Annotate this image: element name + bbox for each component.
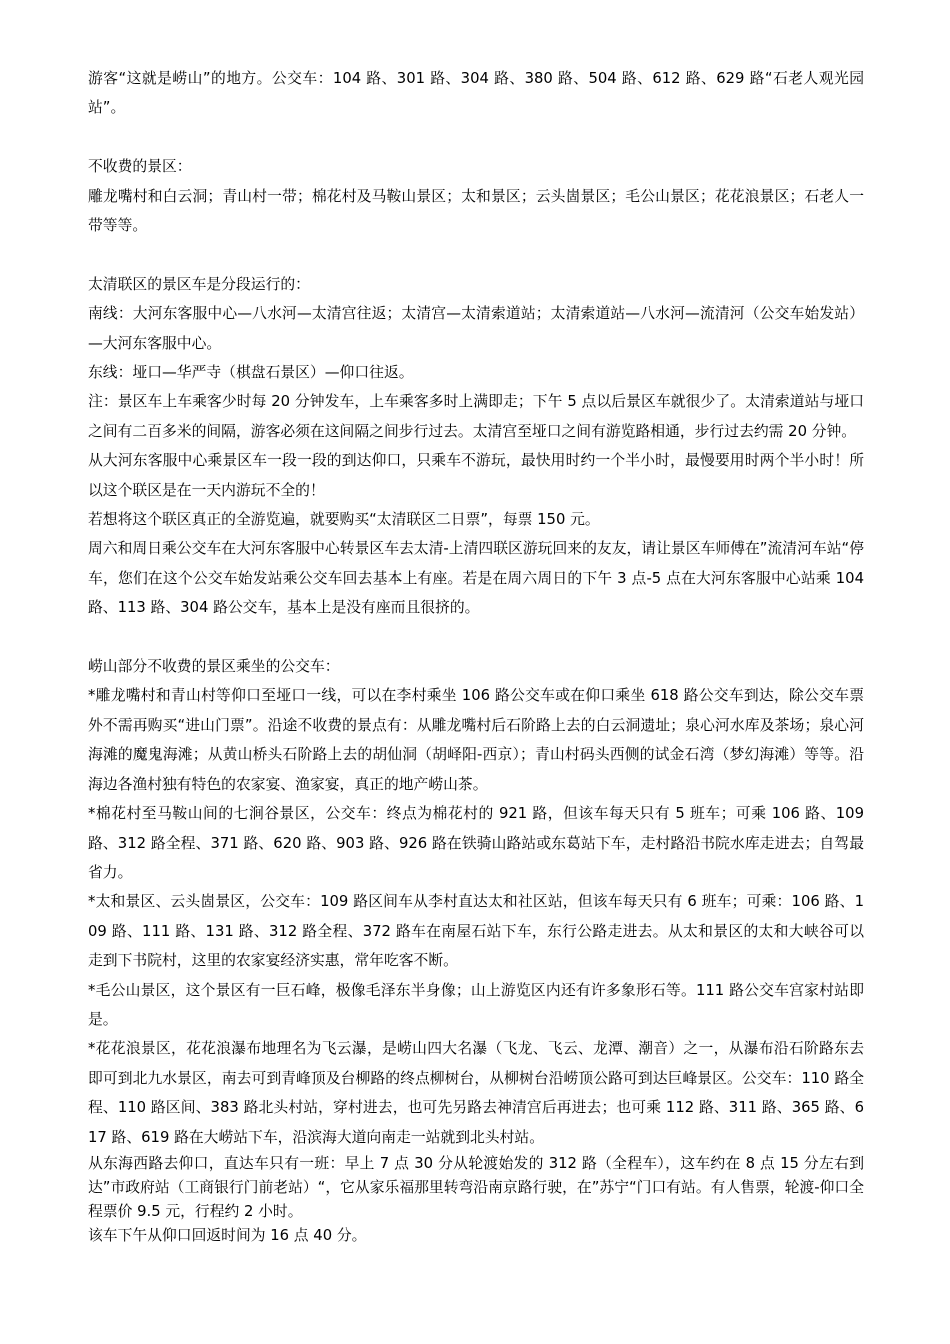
paragraph-taihe: *太和景区、云头崮景区，公交车：109 路区间车从李村直达太和社区站，但该车每天只有 6 班车；可乘：106 路、109 路、111 路、131 路、312 路全程、372 路车在南屋石站下车，东行公路走进去。从太和景区的太和大峡谷可以走到下书院村，这里的农家宴经济实惠，常年吃客不断。 xyxy=(88,893,864,970)
document-page xyxy=(88,64,864,1248)
paragraph-gap xyxy=(88,240,864,269)
paragraph-note: 注：景区车上车乘客少时每 20 分钟发车，上车乘客多时上满即走；下午 5 点以后景区车就很少了。太清索道站与垭口之间有二百多米的间隔，游客必须在这间隔之间步行过去。太清宫至垭口之间有游览路相通，步行过去约需 20 分钟。 xyxy=(88,393,864,440)
paragraph-east-line: 东线：垭口—华严寺（棋盘石景区）—仰口往返。 xyxy=(88,364,414,382)
paragraph-weekend-tip: 周六和周日乘公交车在大河东客服中心转景区车去太清-上清四联区游玩回来的友友，请让景区车师傅在”流清河车站“停车，您们在这个公交车始发站乘公交车回去基本上有座。若是在周六周日的下午 3 点-5 点在大河东客服中心站乘 104 路、113 路、304 路公交车，基本上是没有座而且很挤的。 xyxy=(88,540,864,617)
paragraph-mianhua: *棉花村至马鞍山间的七涧谷景区，公交车：终点为棉花村的 921 路，但该车每天只有 5 班车；可乘 106 路、109 路、312 路全程、371 路、620 路、903 路、926 路在铁骑山路站或东葛站下车，走村路沿书院水库走进去；自驾最省力。 xyxy=(88,805,864,881)
paragraph-scenic-intro: 游客“这就是崂山”的地方。公交车：104 路、301 路、304 路、380 路、504 路、612 路、629 路“石老人观光园站”。 xyxy=(88,70,864,117)
paragraph-travel-time: 从大河东客服中心乘景区车一段一段的到达仰口，只乘车不游玩，最快用时约一个半小时，最慢要用时两个半小时！所以这个联区是在一天内游玩不全的！ xyxy=(88,452,864,499)
paragraph-two-day-ticket: 若想将这个联区真正的全游览遍，就要购买“太清联区二日票”，每票 150 元。 xyxy=(88,511,600,529)
paragraph-maogongshan: *毛公山景区，这个景区有一巨石峰，极像毛泽东半身像；山上游览区内还有许多象形石等。111 路公交车宫家村站即是。 xyxy=(88,981,864,1028)
paragraph-free-areas-list: 雕龙嘴村和白云洞；青山村一带；棉花村及马鞍山景区；太和景区；云头崮景区；毛公山景区；花花浪景区；石老人一带等等。 xyxy=(88,187,864,235)
paragraph-south-line: 南线：大河东客服中心—八水河—太清宫往返；太清宫—太清索道站；太清索道站—八水河—流清河（公交车始发站）—大河东客服中心。 xyxy=(88,305,864,352)
paragraph-diaolongzui: *雕龙嘴村和青山村等仰口至垭口一线，可以在李村乘坐 106 路公交车或在仰口乘坐 618 路公交车到达，除公交车票外不需再购买“进山门票”。沿途不收费的景点有：从雕龙嘴村后石阶路上去的白云洞遗址；泉心河水库及茶场；泉心河海滩的魔鬼海滩；从黄山桥头石阶路上去的胡仙洞（胡峄阳-西京）；青山村码头西侧的试金石湾（梦幻海滩）等等。沿海边各渔村独有特色的农家宴、渔家宴，真正的地产崂山茶。 xyxy=(88,687,864,793)
paragraph-gap xyxy=(88,623,864,652)
paragraph-return-time: 该车下午从仰口回返时间为 16 点 40 分。 xyxy=(88,1226,367,1244)
paragraph-direct-bus: 从东海西路去仰口，直达车只有一班：早上 7 点 30 分从轮渡始发的 312 路（全程车），这车约在 8 点 15 分左右到达”市政府站（工商银行门前老站）“，它从家乐福那里转弯沿南京路行驶，在”苏宁“门口有站。有人售票，轮渡-仰口全程票价 9.5 元，行程约 2 小时。 xyxy=(88,1154,864,1220)
heading-taiqing-shuttle: 太清联区的景区车是分段运行的： xyxy=(88,275,310,293)
paragraph-gap xyxy=(88,123,864,152)
heading-free-areas: 不收费的景区： xyxy=(88,158,192,176)
heading-free-area-buses: 崂山部分不收费的景区乘坐的公交车： xyxy=(88,658,340,676)
paragraph-huahualang: *花花浪景区，花花浪瀑布地理名为飞云瀑，是崂山四大名瀑（飞龙、飞云、龙潭、潮音）之一，从瀑布沿石阶路东去即可到北九水景区，南去可到青峰顶及台柳路的终点柳树台，从柳树台沿崂顶公路可到达巨峰景区。公交车：110 路全程、110 路区间、383 路北头村站，穿村进去，也可先另路去神清宫后再进去；也可乘 112 路、311 路、365 路、617 路、619 路在大崂站下车，沿滨海大道向南走一站就到北头村站。 xyxy=(88,1040,864,1146)
